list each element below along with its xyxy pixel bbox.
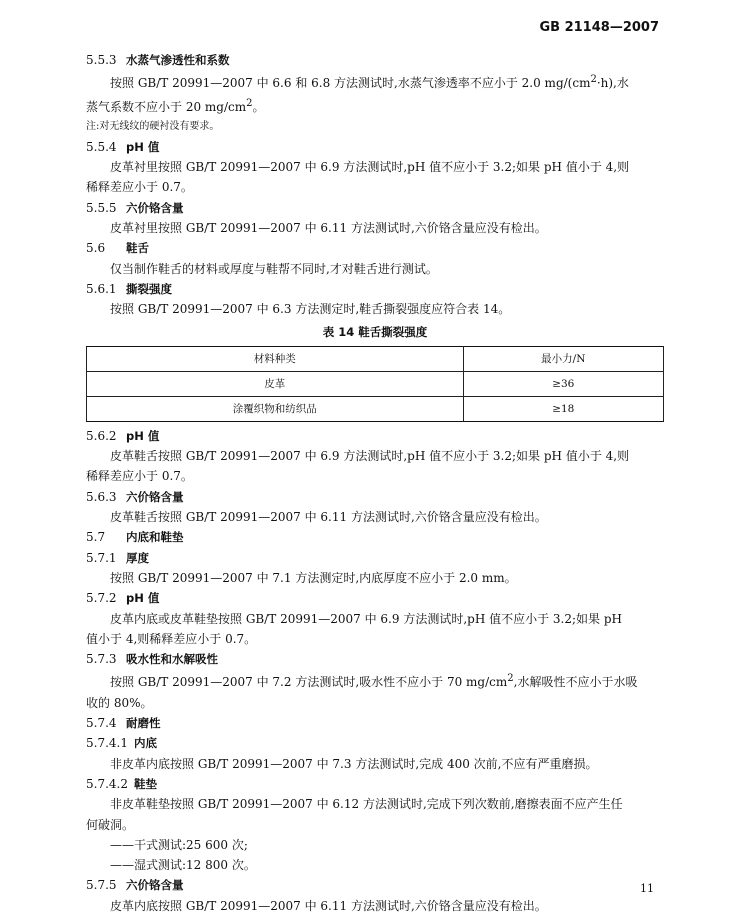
paragraph: 非皮革鞋垫按照 GB/T 20991—2007 中 6.12 方法测试时,完成下列次数前,磨擦表面不应产生任 bbox=[110, 797, 623, 812]
section-number: 5.7.5 bbox=[86, 878, 117, 893]
superscript: 2 bbox=[507, 673, 514, 685]
section-5-7-4-1-heading bbox=[86, 733, 664, 753]
table-cell: 涂覆织物和纺织品 bbox=[87, 396, 464, 421]
table-cell: 皮革 bbox=[87, 371, 464, 396]
document-body bbox=[86, 50, 664, 916]
text-run: 蒸气系数不应小于 20 mg/cm bbox=[86, 99, 247, 114]
paragraph: 何破洞。 bbox=[86, 817, 135, 832]
paragraph bbox=[86, 70, 664, 93]
section-5-6-3-heading bbox=[86, 487, 664, 507]
superscript: 2 bbox=[246, 97, 253, 109]
section-number: 5.6.2 bbox=[86, 428, 117, 443]
section-5-7-2-heading bbox=[86, 588, 664, 608]
section-title: 撕裂强度 bbox=[126, 281, 172, 296]
section-number: 5.7.4.2 bbox=[86, 776, 128, 791]
section-title: 六价铬含量 bbox=[126, 200, 184, 215]
table-header-row bbox=[87, 346, 664, 371]
section-5-7-4-heading bbox=[86, 713, 664, 733]
standard-code-header: GB 21148—2007 bbox=[539, 20, 659, 35]
section-title: 六价铬含量 bbox=[126, 489, 184, 504]
text-run: ·h),水 bbox=[596, 76, 629, 91]
table-row bbox=[87, 371, 664, 396]
section-5-5-3-heading bbox=[86, 50, 664, 70]
section-5-7-1-heading bbox=[86, 548, 664, 568]
section-number: 5.6.1 bbox=[86, 281, 117, 296]
paragraph: 皮革内底或皮革鞋垫按照 GB/T 20991—2007 中 6.9 方法测试时,pH 值不应小于 3.2;如果 pH bbox=[110, 611, 623, 626]
paragraph: 皮革内底按照 GB/T 20991—2007 中 6.11 方法测试时,六价铬含量应没有检出。 bbox=[110, 898, 547, 913]
paragraph: 稀释差应小于 0.7。 bbox=[86, 180, 193, 195]
section-title: 鞋垫 bbox=[133, 776, 157, 791]
section-number: 5.7.3 bbox=[86, 652, 117, 667]
section-number: 5.7.4.1 bbox=[86, 736, 128, 751]
section-title: 内底和鞋垫 bbox=[126, 530, 184, 545]
section-5-5-5-heading bbox=[86, 198, 664, 218]
column-header: 材料种类 bbox=[87, 346, 464, 371]
superscript: 2 bbox=[590, 74, 597, 86]
section-number: 5.7 bbox=[86, 530, 106, 545]
table-row bbox=[87, 396, 664, 421]
paragraph: 值小于 4,则稀释差应小于 0.7。 bbox=[86, 631, 257, 646]
section-title: 六价铬含量 bbox=[126, 878, 184, 893]
paragraph bbox=[86, 94, 664, 117]
section-title: 水蒸气渗透性和系数 bbox=[126, 53, 230, 67]
section-title: 吸水性和水解吸性 bbox=[126, 652, 218, 667]
section-title: 内底 bbox=[133, 736, 157, 751]
text-run: 按照 GB/T 20991—2007 中 6.6 和 6.8 方法测试时,水蒸气渗透率不应小于 2.0 mg/(cm bbox=[110, 76, 591, 91]
section-number: 5.5.3 bbox=[86, 53, 117, 67]
section-title: pH 值 bbox=[126, 591, 160, 606]
paragraph: 收的 80%。 bbox=[86, 695, 153, 710]
section-5-7-5-heading bbox=[86, 875, 664, 895]
tear-strength-table bbox=[86, 346, 664, 422]
page-number: 11 bbox=[640, 882, 654, 895]
paragraph: 按照 GB/T 20991—2007 中 6.3 方法测定时,鞋舌撕裂强度应符合表 14。 bbox=[110, 302, 511, 317]
text-run: 。 bbox=[252, 99, 265, 114]
note: 注:对无线纹的硬衬没有要求。 bbox=[86, 120, 220, 132]
section-number: 5.6.3 bbox=[86, 489, 117, 504]
section-title: 耐磨性 bbox=[126, 716, 161, 731]
paragraph: 皮革衬里按照 GB/T 20991—2007 中 6.9 方法测试时,pH 值不应小于 3.2;如果 pH 值小于 4,则 bbox=[110, 160, 630, 175]
table-cell: ≥36 bbox=[463, 371, 663, 396]
section-number: 5.5.5 bbox=[86, 200, 117, 215]
paragraph: 按照 GB/T 20991—2007 中 7.1 方法测定时,内底厚度不应小于 2.0 mm。 bbox=[110, 570, 517, 585]
section-5-7-heading bbox=[86, 527, 664, 547]
list-item: ——湿式测试:12 800 次。 bbox=[110, 858, 256, 873]
table-caption: 表 14 鞋舌撕裂强度 bbox=[322, 324, 428, 339]
section-5-6-1-heading bbox=[86, 279, 664, 299]
paragraph bbox=[86, 669, 664, 692]
paragraph: 稀释差应小于 0.7。 bbox=[86, 469, 193, 484]
paragraph: 非皮革内底按照 GB/T 20991—2007 中 7.3 方法测试时,完成 400 次前,不应有严重磨损。 bbox=[110, 756, 598, 771]
section-5-5-4-heading bbox=[86, 137, 664, 157]
section-title: 鞋舌 bbox=[126, 241, 149, 256]
section-title: pH 值 bbox=[126, 139, 160, 154]
section-5-7-4-2-heading bbox=[86, 774, 664, 794]
paragraph: 皮革衬里按照 GB/T 20991—2007 中 6.11 方法测试时,六价铬含量应没有检出。 bbox=[110, 221, 547, 236]
section-number: 5.5.4 bbox=[86, 139, 117, 154]
section-5-6-heading bbox=[86, 238, 664, 258]
column-header: 最小力/N bbox=[463, 346, 663, 371]
section-title: 厚度 bbox=[126, 550, 149, 565]
section-number: 5.7.1 bbox=[86, 550, 117, 565]
section-5-6-2-heading bbox=[86, 426, 664, 446]
paragraph: 仅当制作鞋舌的材料或厚度与鞋帮不同时,才对鞋舌进行测试。 bbox=[110, 261, 438, 276]
section-5-7-3-heading bbox=[86, 649, 664, 669]
section-number: 5.7.2 bbox=[86, 591, 117, 606]
text-run: ,水解吸性不应小于水吸 bbox=[513, 675, 638, 690]
text-run: 按照 GB/T 20991—2007 中 7.2 方法测试时,吸水性不应小于 70 mg/cm bbox=[110, 675, 508, 690]
paragraph: 皮革鞋舌按照 GB/T 20991—2007 中 6.11 方法测试时,六价铬含量应没有检出。 bbox=[110, 510, 547, 525]
section-title: pH 值 bbox=[126, 428, 160, 443]
list-item: ——干式测试:25 600 次; bbox=[110, 837, 248, 852]
section-number: 5.6 bbox=[86, 241, 106, 256]
paragraph: 皮革鞋舌按照 GB/T 20991—2007 中 6.9 方法测试时,pH 值不应小于 3.2;如果 pH 值小于 4,则 bbox=[110, 449, 630, 464]
table-cell: ≥18 bbox=[463, 396, 663, 421]
section-number: 5.7.4 bbox=[86, 716, 117, 731]
